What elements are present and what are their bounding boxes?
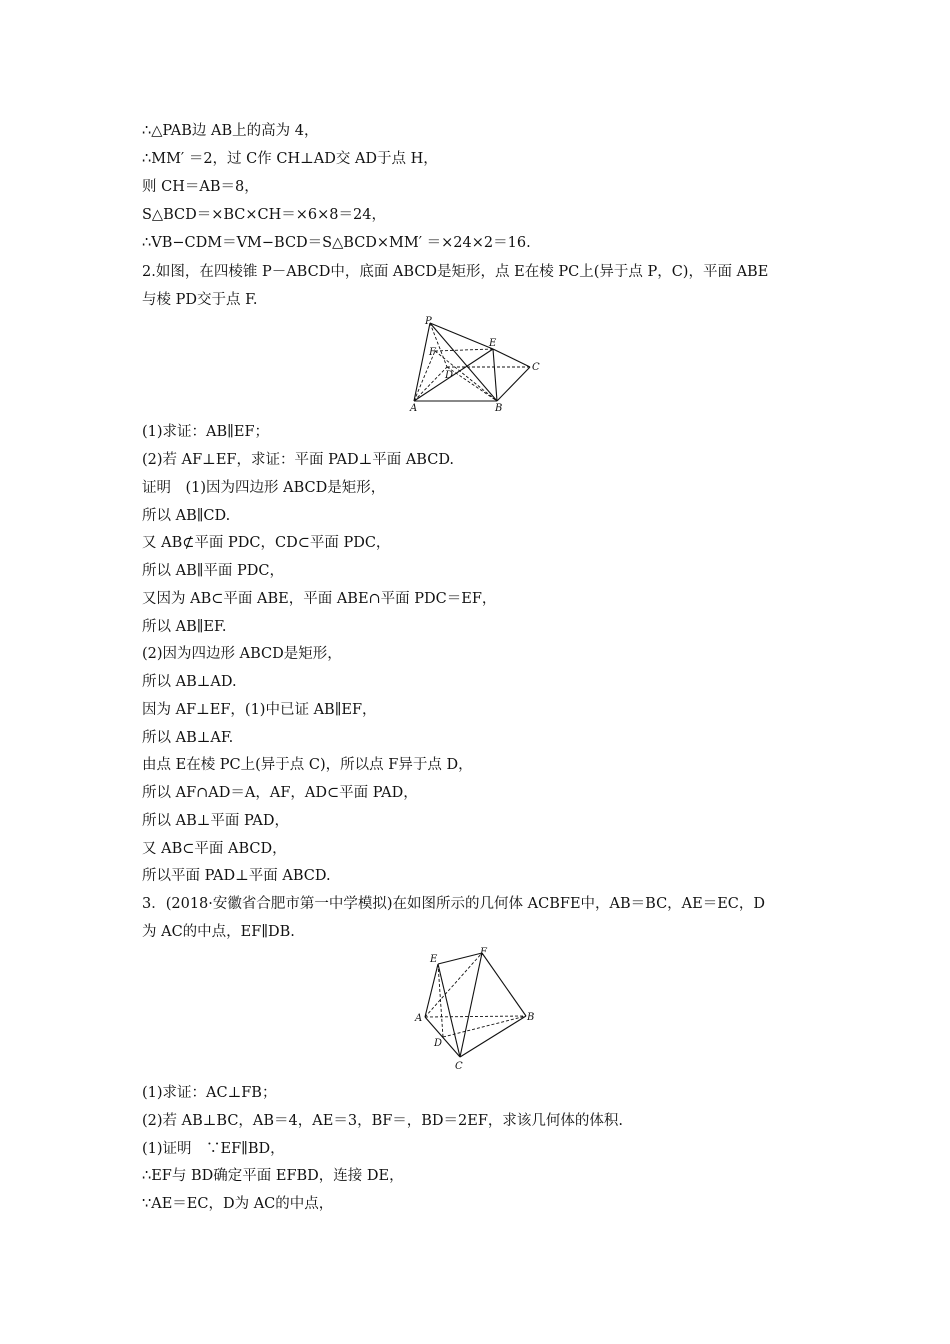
problem-3-stem: 为 AC的中点，EF∥DB. [142,924,295,940]
problem-2-stem: 与棱 PD交于点 F. [142,292,258,308]
label-E: E [430,954,438,965]
text-line: 又因为 AB⊂平面 ABE，平面 ABE∩平面 PDC＝EF， [142,591,497,607]
label-A: A [415,1013,423,1024]
text-line: 所以 AB⊥AD. [142,674,237,690]
text-line: 则 CH＝AB＝8， [142,179,259,195]
text-line: (1)求证：AB∥EF； [142,424,270,440]
text-line: ∴△PAB边 AB上的高为 4， [142,123,319,139]
text-line: 因为 AF⊥EF，(1)中已证 AB∥EF， [142,702,377,718]
text-line: ∵AE＝EC，D为 AC的中点， [142,1196,334,1212]
text-line: ∴VB−CDM＝VM−BCD＝S△BCD×MM′ ＝×24×2＝16. [142,235,531,251]
text-line: (2)若 AB⊥BC，AB＝4，AE＝3，BF＝，BD＝2EF，求该几何体的体积. [142,1113,624,1129]
text-line: 又 AB⊄平面 PDC，CD⊂平面 PDC， [142,535,391,551]
label-F: F [429,347,436,358]
text-line: S△BCD＝×BC×CH＝×6×8＝24， [142,207,386,223]
text-line: ∴EF与 BD确定平面 EFBD，连接 DE， [142,1168,404,1184]
text-line: 所以 AB⊥AF. [142,730,234,746]
text-line: 所以 AF∩AD＝A，AF，AD⊂平面 PAD， [142,785,418,801]
text-line: (1)证明 ∵EF∥BD， [142,1141,285,1157]
label-A: A [410,403,418,414]
text-line: 所以 AB∥平面 PDC， [142,563,285,579]
text-line: (2)若 AF⊥EF，求证：平面 PAD⊥平面 ABCD. [142,452,455,468]
text-line: (2)因为四边形 ABCD是矩形， [142,646,342,662]
text-line: 证明 (1)因为四边形 ABCD是矩形， [142,480,386,496]
solid-figure [410,945,545,1075]
text-line: 所以 AB⊥平面 PAD， [142,813,290,829]
label-P: P [425,316,432,327]
label-C: C [532,362,540,373]
text-line: (1)求证：AC⊥FB； [142,1085,277,1101]
pyramid-figure [405,315,545,415]
label-F: F [480,947,487,958]
label-E: E [489,338,497,349]
label-B: B [527,1012,535,1023]
text-line: 又 AB⊂平面 ABCD， [142,841,287,857]
problem-3-stem: 3．(2018·安徽省合肥市第一中学模拟)在如图所示的几何体 ACBFE中，AB＝BC，AE＝EC，D [142,896,766,912]
label-D: D [434,1038,443,1049]
label-C: C [455,1061,463,1072]
text-line: 所以 AB∥CD. [142,508,231,524]
text-line: 由点 E在棱 PC上(异于点 C)，所以点 F异于点 D， [142,757,473,773]
problem-2-stem: 2.如图，在四棱锥 P－ABCD中，底面 ABCD是矩形，点 E在棱 PC上(异于点 P，C)，平面 ABE [142,264,769,280]
text-line: ∴MM′ ＝2，过 C作 CH⊥AD交 AD于点 H， [142,151,438,167]
label-B: B [495,403,503,414]
text-line: 所以平面 PAD⊥平面 ABCD. [142,868,331,884]
label-D: D [445,370,454,381]
text-line: 所以 AB∥EF. [142,619,227,635]
